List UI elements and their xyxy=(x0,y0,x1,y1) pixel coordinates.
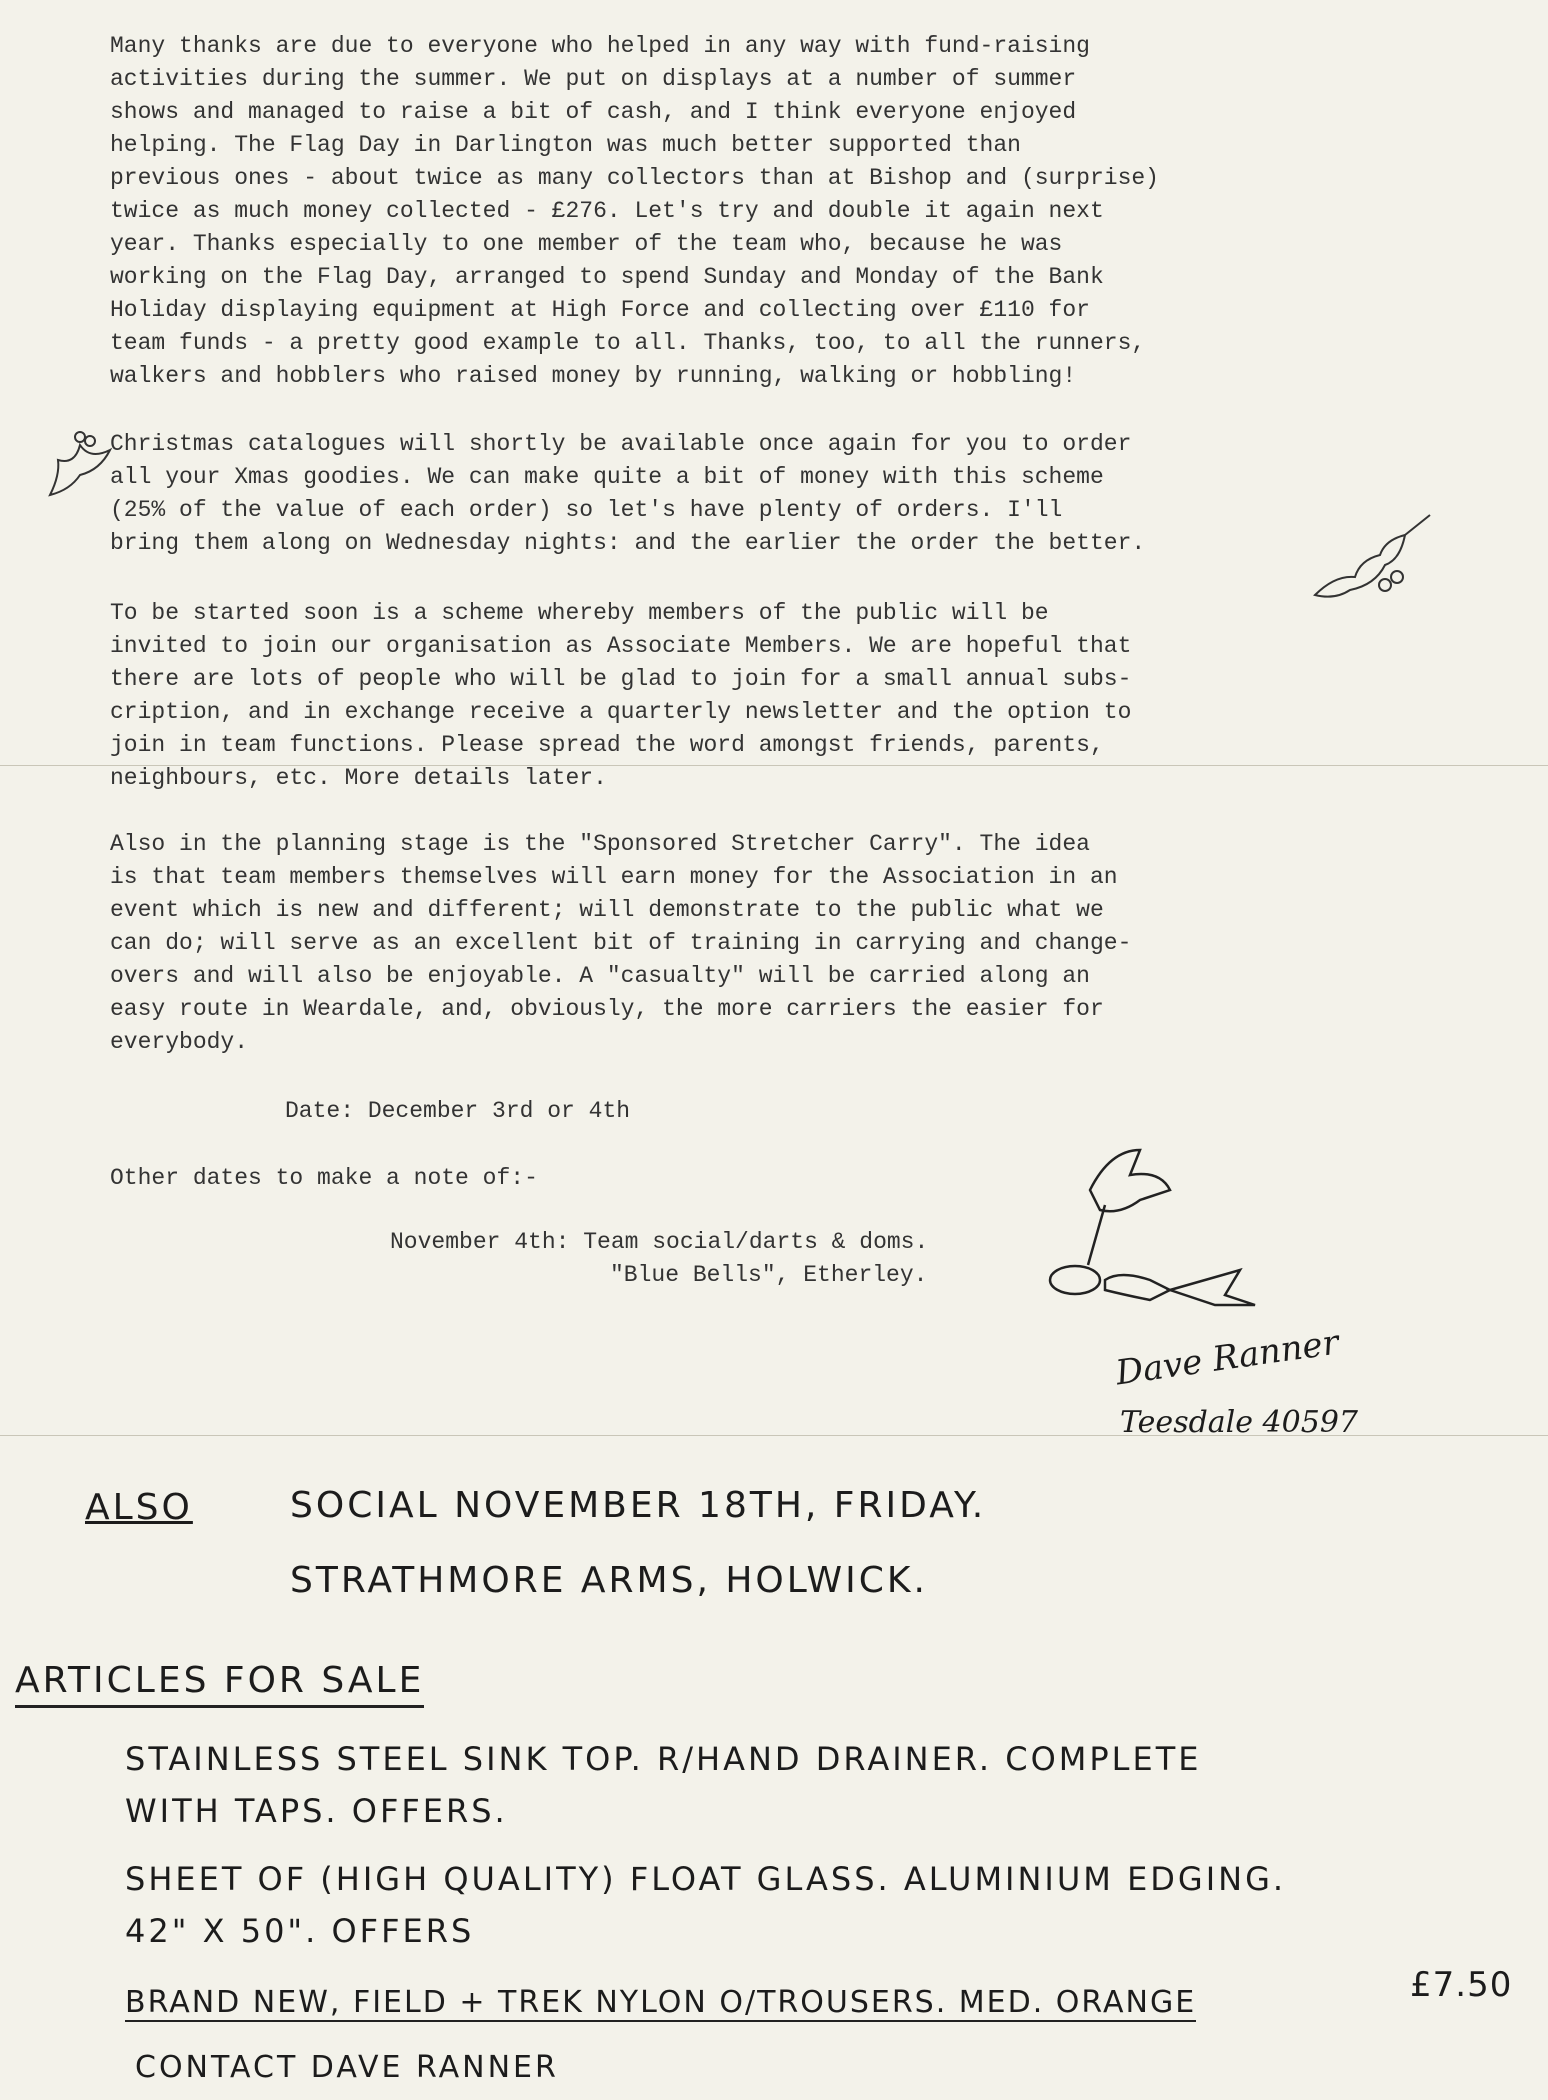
sale-item: STAINLESS STEEL SINK TOP. R/HAND DRAINER. COMPLETE xyxy=(125,1740,1202,1778)
event-line: November 4th: Team social/darts & doms. xyxy=(390,1229,929,1255)
darts-icon xyxy=(1030,1130,1290,1330)
also-label: ALSO xyxy=(85,1487,193,1528)
text-line: team funds - a pretty good example to all. Thanks, too, to all the runners, xyxy=(110,330,1146,356)
text-line: Also in the planning stage is the "Sponsored Stretcher Carry". The idea xyxy=(110,831,1090,857)
social-venue: STRATHMORE ARMS, HOLWICK. xyxy=(290,1560,928,1601)
paragraph-fundraising xyxy=(110,30,1410,393)
text-line: (25% of the value of each order) so let's have plenty of orders. I'll xyxy=(110,497,1063,523)
text-line: previous ones - about twice as many collectors than at Bishop and (surprise) xyxy=(110,165,1159,191)
text-line: neighbours, etc. More details later. xyxy=(110,765,607,791)
sale-item: WITH TAPS. OFFERS. xyxy=(125,1792,508,1830)
social-line: SOCIAL NOVEMBER 18TH, FRIDAY. xyxy=(290,1485,987,1526)
text-line: twice as much money collected - £276. Let's try and double it again next xyxy=(110,198,1104,224)
text-line: all your Xmas goodies. We can make quite a bit of money with this scheme xyxy=(110,464,1104,490)
event-date: Date: December 3rd or 4th xyxy=(285,1098,631,1124)
signature: Dave Ranner xyxy=(1113,1322,1342,1394)
paragraph-associate-members xyxy=(110,597,1410,795)
text-line: there are lots of people who will be glad to join for a small annual subs- xyxy=(110,666,1132,692)
event-venue: "Blue Bells", Etherley. xyxy=(610,1262,928,1288)
event-date-block xyxy=(110,1095,1410,1128)
holly-icon xyxy=(1305,505,1445,605)
text-line: everybody. xyxy=(110,1029,249,1055)
text-line: invited to join our organisation as Associate Members. We are hopeful that xyxy=(110,633,1132,659)
paragraph-christmas-catalogues xyxy=(110,428,1410,560)
text-line: activities during the summer. We put on displays at a number of summer xyxy=(110,66,1077,92)
text-line: To be started soon is a scheme whereby members of the public will be xyxy=(110,600,1049,626)
text-line: shows and managed to raise a bit of cash, and I think everyone enjoyed xyxy=(110,99,1077,125)
sale-contact: CONTACT DAVE RANNER xyxy=(135,2050,559,2085)
holly-icon xyxy=(40,415,120,505)
text-line: Many thanks are due to everyone who helped in any way with fund-raising xyxy=(110,33,1090,59)
sale-item: SHEET OF (HIGH QUALITY) FLOAT GLASS. ALUMINIUM EDGING. xyxy=(125,1860,1287,1898)
text-line: is that team members themselves will earn money for the Association in an xyxy=(110,864,1118,890)
text-line: cription, and in exchange receive a quarterly newsletter and the option to xyxy=(110,699,1132,725)
other-dates-intro: Other dates to make a note of:- xyxy=(110,1165,538,1191)
text-line: easy route in Weardale, and, obviously, the more carriers the easier for xyxy=(110,996,1104,1022)
text-line: event which is new and different; will demonstrate to the public what we xyxy=(110,897,1104,923)
text-line: Christmas catalogues will shortly be available once again for you to order xyxy=(110,431,1132,457)
text-line: can do; will serve as an excellent bit of training in carrying and change- xyxy=(110,930,1132,956)
text-line: year. Thanks especially to one member of the team who, because he was xyxy=(110,231,1063,257)
text-line: working on the Flag Day, arranged to spend Sunday and Monday of the Bank xyxy=(110,264,1104,290)
sale-item: BRAND NEW, FIELD + TREK NYLON O/TROUSERS. MED. ORANGE xyxy=(125,1985,1197,2020)
phone-number: Teesdale 40597 xyxy=(1120,1405,1358,1440)
text-line: overs and will also be enjoyable. A "casualty" will be carried along an xyxy=(110,963,1090,989)
sale-item: 42" X 50". OFFERS xyxy=(125,1912,475,1950)
text-line: Holiday displaying equipment at High Force and collecting over £110 for xyxy=(110,297,1090,323)
text-line: helping. The Flag Day in Darlington was much better supported than xyxy=(110,132,1021,158)
text-line: bring them along on Wednesday nights: and the earlier the order the better. xyxy=(110,530,1146,556)
text-line: walkers and hobblers who raised money by running, walking or hobbling! xyxy=(110,363,1077,389)
paragraph-stretcher-carry xyxy=(110,828,1410,1059)
sale-price: £7.50 xyxy=(1410,1965,1513,2005)
sale-heading: ARTICLES FOR SALE xyxy=(15,1660,424,1708)
text-line: join in team functions. Please spread the word amongst friends, parents, xyxy=(110,732,1104,758)
